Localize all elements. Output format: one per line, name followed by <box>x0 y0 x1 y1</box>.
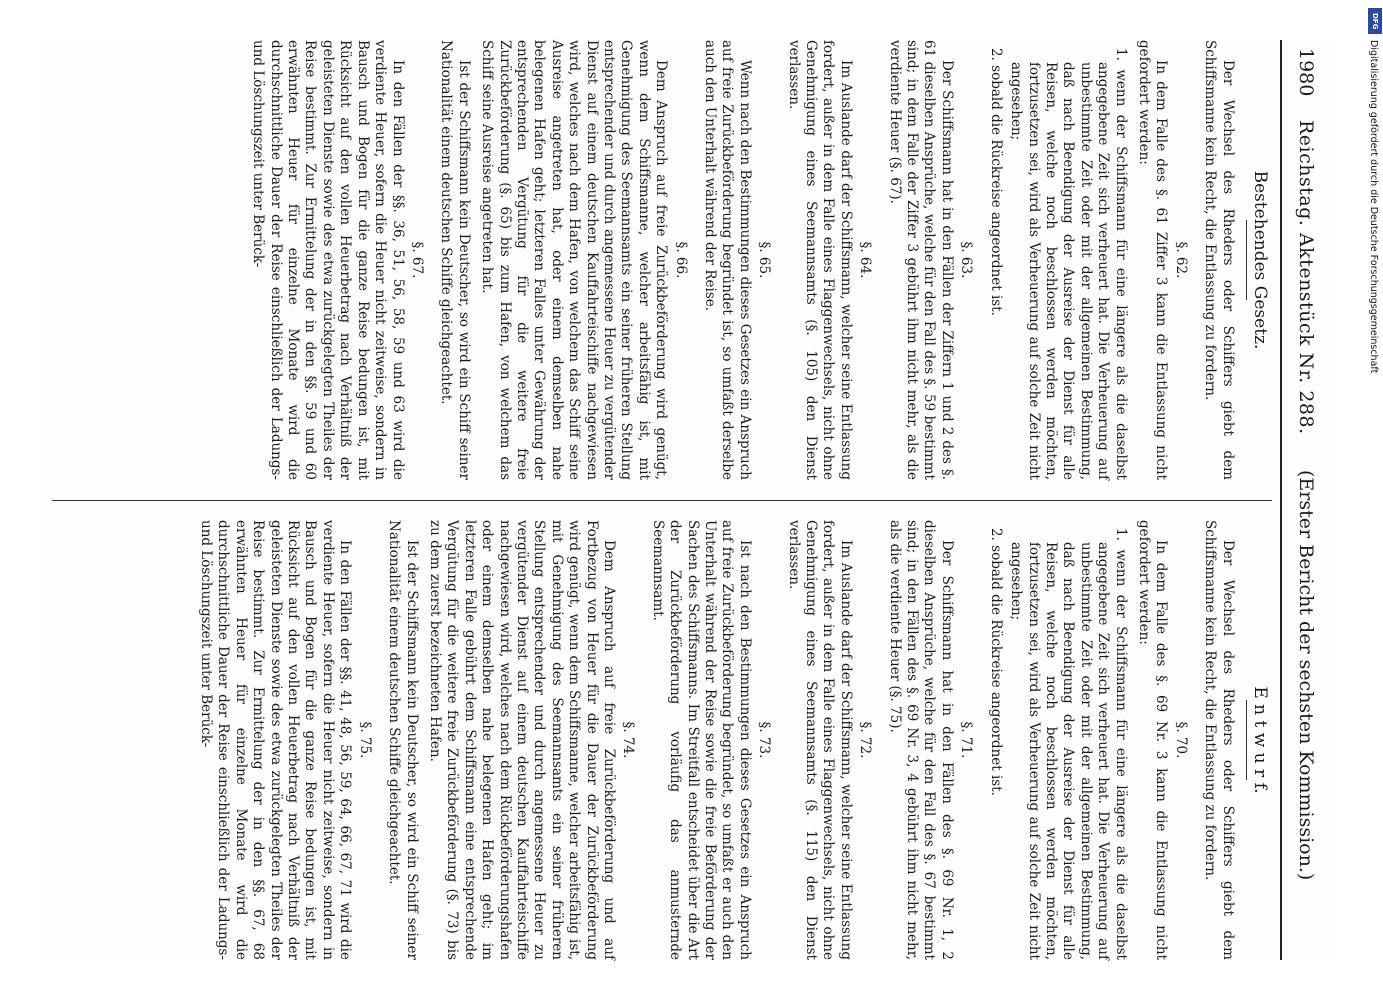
column-heading: E n t w u r f. <box>1250 686 1270 794</box>
paragraph: Der Wechsel des Rheders oder Schiffers giebt dem Schiffsmanne kein Recht, die Entlassung zu fordern. <box>1202 520 1236 960</box>
section-title: §. 63. <box>958 241 975 279</box>
section-title: §. 72. <box>857 721 874 759</box>
section-title: §. 66. <box>672 241 689 279</box>
page-header <box>1280 40 1330 960</box>
paragraph: Der Wechsel des Rheders oder Schiffers giebt dem Schiffsmanne kein Recht, die Entlassung zu fordern. <box>1202 40 1236 480</box>
paragraph: Der Schiffsmann hat in den Fällen der Ziffern 1 und 2 des §. 61 dieselben Ansprüche, welche für den Fall des §. 59 bestimmt sind; in dem Falle der Ziffer 3 gebührt ihm nicht mehr, als die verdiente Heuer (§. 67). <box>886 40 955 480</box>
document-title: Reichstag. Aktenstück Nr. 288. <box>1295 120 1317 435</box>
document-page <box>40 40 1330 960</box>
list-item: 1. wenn der Schiffsmann für eine längere als die daselbst angegebene Zeit sich verheuert hat. Die Verheuerung auf unbestimmte Zeit oder mit der allgemeinen Bestimmung, daß nach Beendigung der Ausreise der Dienst für alle Reisen, welche noch beschlossen werden möchten, fortzusetzen sei, wird als Verheuerung auf solche Zeit nicht angesehen; <box>1008 528 1129 960</box>
list-item: 2. sobald die Rückreise angeordnet ist. <box>987 528 1004 796</box>
column-existing-law <box>52 40 1272 480</box>
paragraph: Dem Anspruch auf freie Zurückbeförderung und auf Fortbezug von Heuer für die Dauer der Zurückbeförderung wird genügt, wenn dem Schiffsmanne, welcher arbeitsfähig ist, mit Genehmigung des Seemannsamts ein seiner früheren Stellung entsprechender und durch angemessene Heuer zu vergütender Dienst auf einem deutschen Kauffahrteischiffe nachgewiesen wird, welches nach dem Rückbeförderungshafen oder einem demselben nahe belegenen Hafen geht; im letzteren Falle gebührt dem Schiffsmann eine entsprechende Vergütung für die weitere freie Zurückbeförderung (§. 73) bis zu dem zuerst bezeichneten Hafen. <box>426 520 617 960</box>
digitization-credit: Digitalisierung gefördert durch die Deutsche Forschungsgemeinschaft <box>1368 40 1379 374</box>
section-title: §. 75. <box>356 721 373 759</box>
paragraph: Dem Anspruch auf freie Zurückbeförderung wird genügt, wenn dem Schiffsmanne, welcher arbeitsfähig ist, mit Genehmigung des Seemannsamts ein seiner früheren Stellung entsprechender und durch angemessene Heuer zu vergütender Dienst auf einem deutschen Kauffahrteischiffe nachgewiesen wird, welches nach dem Hafen, von welchem das Schiff seine Ausreise angetreten hat, oder einem demselben nahe belegenen Hafen geht; letzteren Falles unter Gewährung der entsprechenden Vergütung für die weitere freie Zurückbeförderung (§. 65) bis zum Hafen, von welchem das Schiff seine Ausreise angetreten hat. <box>479 40 670 480</box>
paragraph: In dem Falle des §. 69 Nr. 3 kann die Entlassung nicht gefordert werden: <box>1135 520 1170 960</box>
heading-rule <box>1246 700 1247 780</box>
paragraph: Wenn nach den Bestimmungen dieses Gesetzes ein Anspruch auf freie Zurückbeförderung begründet ist, so umfaßt derselbe auch den Unterhalt während der Reise. <box>702 40 753 480</box>
column-draft <box>52 520 1272 960</box>
section-title: §. 62. <box>1172 241 1189 279</box>
list-item: 2. sobald die Rückreise angeordnet ist. <box>987 48 1004 316</box>
running-title: (Erster Bericht der sechsten Kommission.) <box>1295 470 1317 881</box>
section-title: §. 74. <box>620 721 637 759</box>
section-title: §. 71. <box>958 721 975 759</box>
section-title: §. 65. <box>756 241 773 279</box>
section-title: §. 67. <box>408 241 425 279</box>
column-heading: Bestehendes Gesetz. <box>1250 170 1270 350</box>
paragraph: Ist der Schiffsmann kein Deutscher, so wird ein Schiff seiner Nationalität einem deutschen Schiffe gleichgeachtet. <box>438 40 472 480</box>
paragraph: Ist nach den Bestimmungen dieses Gesetzes ein Anspruch auf freie Zurückbeförderung begründet, so umfaßt er auch den Unterhalt während der Reise sowie die freie Beförderung der Sachen des Schiffsmanns. Im Streitfall entscheidet über die Art der Zurückbeförderung vorläufig das anmusternde Seemannsamt. <box>649 520 753 960</box>
section-title: §. 70. <box>1172 721 1189 759</box>
page-number: 1980 <box>1295 48 1317 97</box>
paragraph: Im Auslande darf der Schiffsmann, welcher seine Entlassung fordert, außer in dem Falle eines Flaggenwechsels, nicht ohne Genehmigung eines Seemannsamts (§. 105) den Dienst verlassen. <box>785 40 854 480</box>
section-title: §. 73. <box>756 721 773 759</box>
list-item: 1. wenn der Schiffsmann für eine längere als die daselbst angegebene Zeit sich verheuert hat. Die Verheuerung auf unbestimmte Zeit oder mit der allgemeinen Bestimmung, daß nach Beendigung der Ausreise der Dienst für alle Reisen, welche noch beschlossen werden möchten, fortzusetzen sei, wird als Verheuerung auf solche Zeit nicht angesehen; <box>1008 48 1129 480</box>
heading-rule <box>1246 220 1247 300</box>
column-divider <box>52 500 1272 501</box>
paragraph: Der Schiffsmann hat in den Fällen des §. 69 Nr. 1, 2 dieselben Ansprüche, welche für den Fall des §. 67 bestimmt sind; in den Fällen des §. 69 Nr. 3, 4 gebührt ihm nicht mehr, als die verdiente Heuer (§. 75). <box>886 520 955 960</box>
paragraph: Im Auslande darf der Schiffsmann, welcher seine Entlassung fordert, außer in dem Falle eines Flaggenwechsels, nicht ohne Genehmigung eines Seemannsamts (§. 115) den Dienst verlassen. <box>785 520 854 960</box>
section-title: §. 64. <box>857 241 874 279</box>
paragraph: In den Fällen der §§. 36, 51, 56, 58, 59 und 63 wird die verdiente Heuer, sofern die Heuer nicht zeitweise, sondern in Bausch und Bogen für die ganze Reise bedungen ist, mit Rücksicht auf den vollen Heuerbetrag nach Verhältniß der geleisteten Dienste sowie des etwa zurückgelegten Theiles der Reise bestimmt. Zur Ermittelung der in den §§. 59 und 60 erwähnten Heuer für einzelne Monate wird die durchschnittliche Dauer der Reise einschließlich der Ladungs- und Löschungszeit unter Berück- <box>250 40 406 480</box>
paragraph: In den Fällen der §§. 41, 48, 56, 59, 64, 66, 67, 71 wird die verdiente Heuer, sofern die Heuer nicht zeitweise, sondern in Bausch und Bogen für die ganze Reise bedungen ist, mit Rücksicht auf den vollen Heuerbetrag nach Verhältniß der geleisteten Dienste sowie des etwa zurückgelegten Theiles der Reise bestimmt. Zur Ermittelung der in den §§. 67, 68 erwähnten Heuer für einzelne Monate wird die durchschnittliche Dauer der Reise einschließlich der Ladungs- und Löschungszeit unter Berück- <box>198 520 354 960</box>
paragraph: Ist der Schiffsmann kein Deutscher, so wird ein Schiff seiner Nationalität einem deutschen Schiffe gleichgeachtet. <box>386 520 420 960</box>
paragraph: In dem Falle des §. 61 Ziffer 3 kann die Entlassung nicht gefordert werden: <box>1135 40 1170 480</box>
dfg-logo: DFG <box>1368 8 1382 34</box>
two-column-body <box>52 40 1272 960</box>
